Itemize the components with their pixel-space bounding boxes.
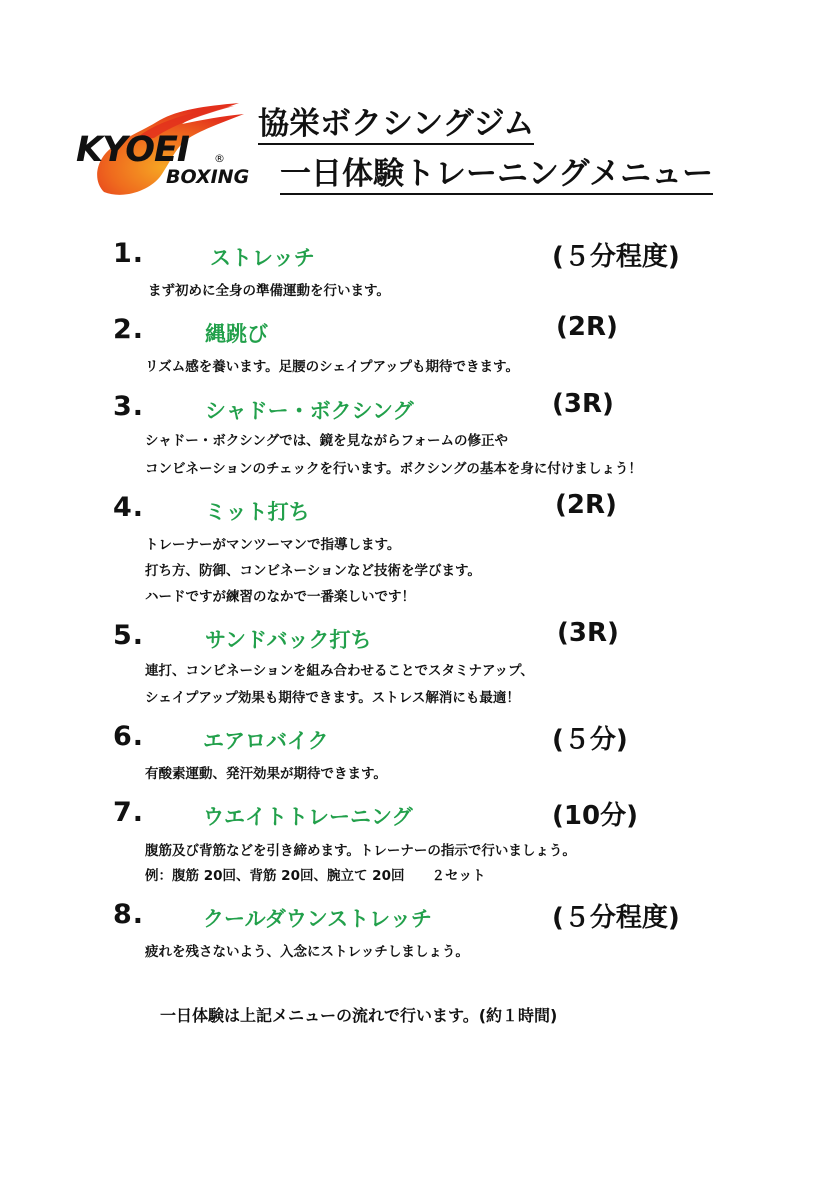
logo-registered-mark: ®: [214, 152, 225, 165]
item-number: 1.: [113, 238, 145, 269]
item-7-desc-1: 腹筋及び背筋などを引き締めます。トレーナーの指示で行いましょう。: [145, 843, 576, 859]
title-menu: 一日体験トレーニングメニュー: [280, 158, 713, 195]
item-4-desc-1: トレーナーがマンツーマンで指導します。: [145, 537, 401, 553]
item-number: 3.: [113, 391, 145, 422]
menu-item-4: [0, 490, 836, 530]
logo-sub-text: BOXING: [166, 166, 250, 188]
item-duration: (５分程度): [552, 242, 680, 272]
item-duration: (2R): [555, 490, 617, 520]
item-name: クールダウンストレッチ: [203, 907, 432, 931]
menu-item-3: [0, 389, 836, 429]
item-5-desc-2: シェイプアップ効果も期待できます。ストレス解消にも最適！: [145, 690, 520, 706]
menu-item-7: [0, 795, 836, 835]
item-8-desc-1: 疲れを残さないよう、入念にストレッチしましょう。: [145, 944, 469, 960]
item-6-desc-1: 有酸素運動、発汗効果が期待できます。: [145, 766, 387, 782]
item-name: シャドー・ボクシング: [205, 399, 414, 423]
menu-item-2: [0, 312, 836, 352]
item-name: 縄跳び: [205, 322, 268, 346]
menu-item-1: [0, 236, 836, 276]
item-1-desc-1: まず初めに全身の準備運動を行います。: [148, 283, 390, 299]
item-number: 8.: [113, 899, 145, 930]
item-duration: (５分): [552, 725, 628, 755]
menu-item-5: [0, 618, 836, 658]
item-4-desc-2: 打ち方、防御、コンビネーションなど技術を学びます。: [145, 563, 481, 579]
footer-note: 一日体験は上記メニューの流れで行います。(約１時間): [160, 1006, 558, 1025]
item-duration: (10分): [552, 801, 638, 831]
item-name: ミット打ち: [205, 500, 310, 524]
item-number: 5.: [113, 620, 145, 651]
item-duration: (2R): [556, 312, 618, 342]
menu-item-8: [0, 897, 836, 937]
item-2-desc-1: リズム感を養います。足腰のシェイプアップも期待できます。: [145, 359, 519, 375]
item-name: サンドバック打ち: [205, 628, 372, 652]
item-3-desc-2: コンビネーションのチェックを行います。ボクシングの基本を身に付けましょう！: [145, 461, 642, 477]
item-3-desc-1: シャドー・ボクシングでは、鏡を見ながらフォームの修正や: [145, 433, 508, 449]
logo-brand-text: KYOEI: [76, 130, 189, 170]
kyoei-boxing-logo: [74, 100, 254, 200]
item-number: 2.: [113, 314, 145, 345]
menu-item-6: [0, 719, 836, 759]
item-number: 4.: [113, 492, 145, 523]
item-number: 6.: [113, 721, 145, 752]
item-duration: (５分程度): [552, 903, 680, 933]
item-5-desc-1: 連打、コンビネーションを組み合わせることでスタミナアップ、: [145, 663, 534, 679]
item-duration: (3R): [557, 618, 619, 648]
item-number: 7.: [113, 797, 145, 828]
item-name: エアロバイク: [203, 729, 329, 753]
item-name: ウエイトトレーニング: [203, 805, 413, 829]
item-name: ストレッチ: [210, 246, 315, 270]
title-gym-name: 協栄ボクシングジム: [258, 108, 534, 145]
item-4-desc-3: ハードですが練習のなかで一番楽しいです！: [145, 589, 415, 605]
item-7-desc-2: 例：腹筋 20回、背筋 20回、腕立て 20回 ２セット: [145, 868, 486, 884]
item-duration: (3R): [552, 389, 614, 419]
